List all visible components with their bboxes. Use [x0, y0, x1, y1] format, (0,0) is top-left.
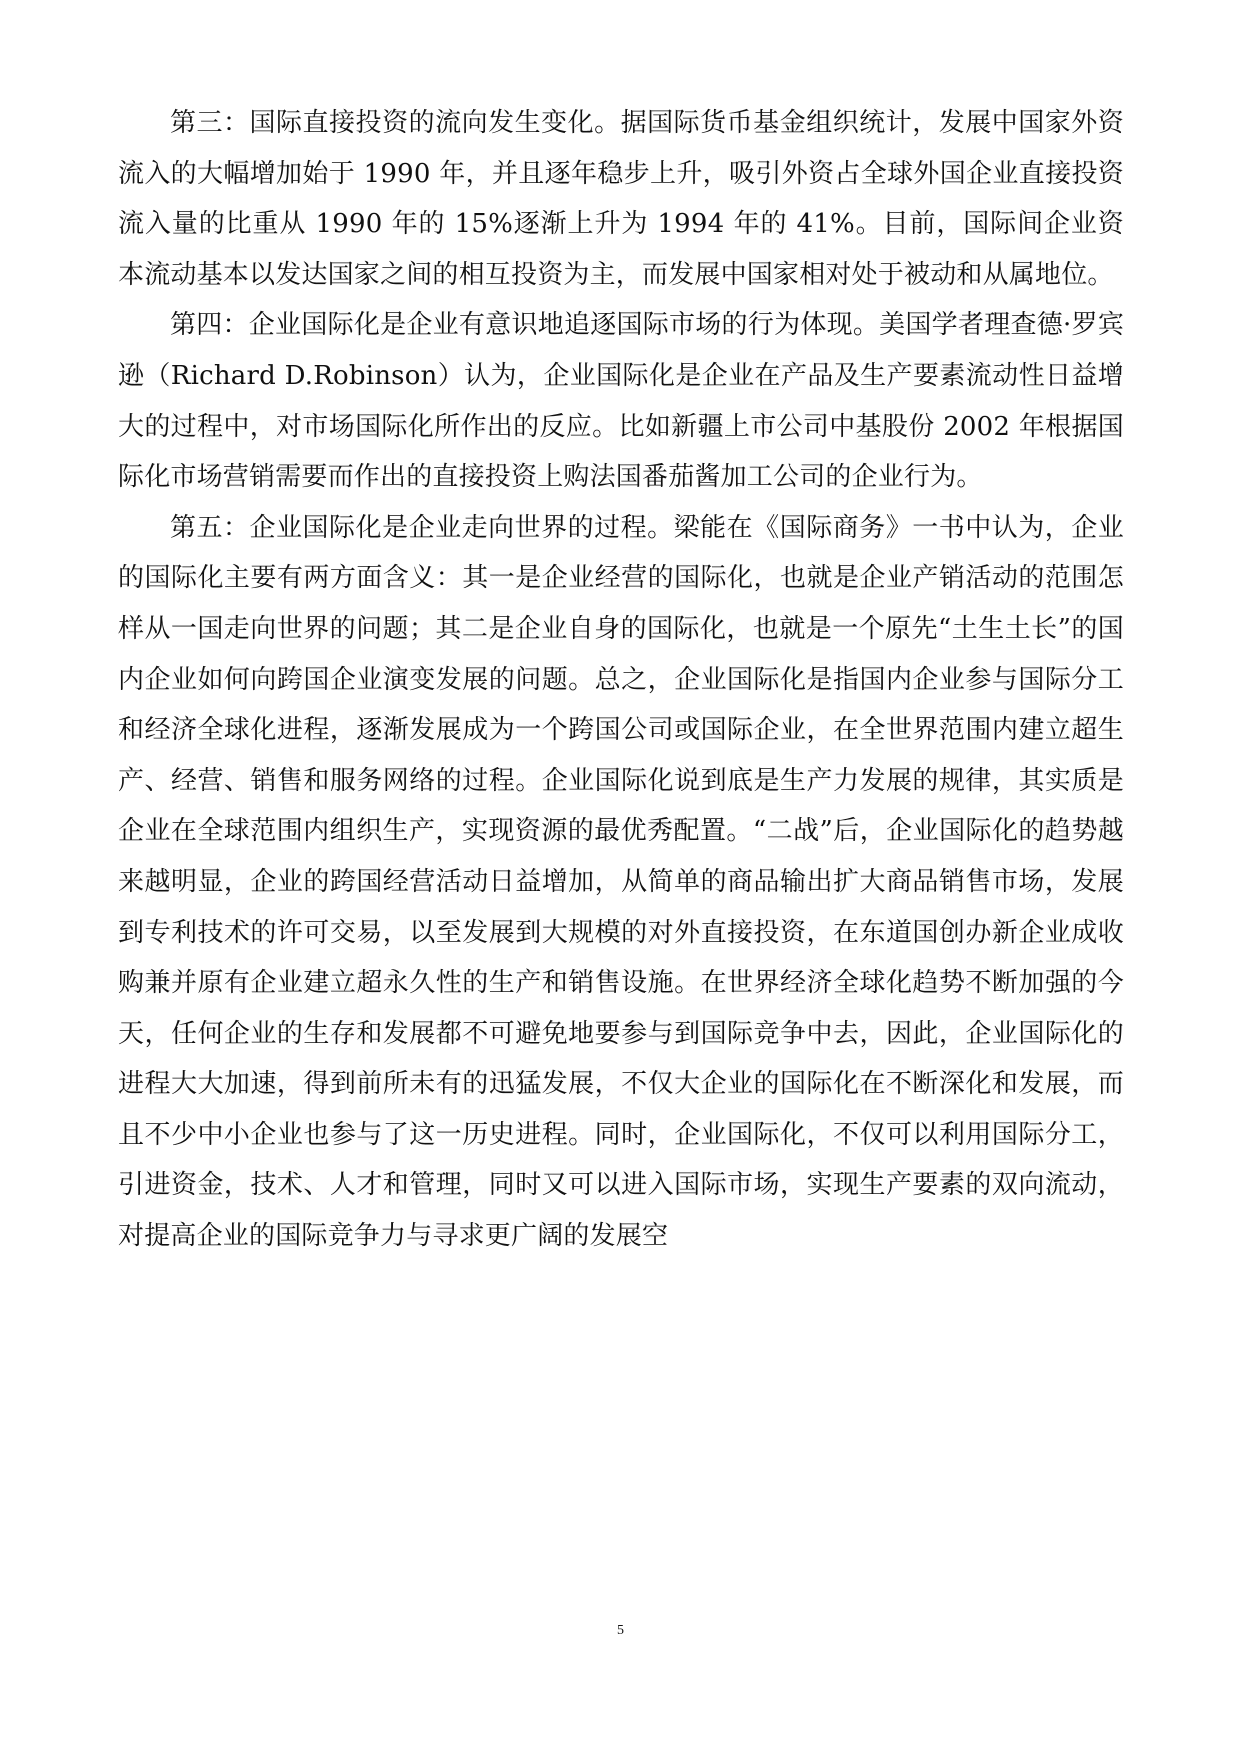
paragraph-fifth-point: 第五：企业国际化是企业走向世界的过程。梁能在《国际商务》一书中认为，企业的国际化主要有两方面含义：其一是企业经营的国际化，也就是企业产销活动的范围怎样从一国走向世界的问题；其二是企业自身的国际化，也就是一个原先“土生土长”的国内企业如何向跨国企业演变发展的问题。总之，企业国际化是指国内企业参与国际分工和经济全球化进程，逐渐发展成为一个跨国公司或国际企业，在全世界范围内建立超生产、经营、销售和服务网络的过程。企业国际化说到底是生产力发展的规律，其实质是企业在全球范围内组织生产，实现资源的最优秀配置。“二战”后，企业国际化的趋势越来越明显，企业的跨国经营活动日益增加，从简单的商品输出扩大商品销售市场，发展到专利技术的许可交易，以至发展到大规模的对外直接投资，在东道国创办新企业成收购兼并原有企业建立超永久性的生产和销售设施。在世界经济全球化趋势不断加强的今天，任何企业的生存和发展都不可避免地要参与到国际竞争中去，因此，企业国际化的进程大大加速，得到前所未有的迅猛发展，不仅大企业的国际化在不断深化和发展，而且不少中小企业也参与了这一历史进程。同时，企业国际化，不仅可以利用国际分工，引进资金，技术、人才和管理，同时又可以进入国际市场，实现生产要素的双向流动，对提高企业的国际竞争力与寻求更广阔的发展空: [118, 512, 1124, 1252]
body-text: [118, 98, 1124, 1262]
page-number: 5: [617, 1623, 624, 1638]
paragraph-fourth-point: 第四：企业国际化是企业有意识地追逐国际市场的行为体现。美国学者理查德·罗宾逊（Richard D.Robinson）认为，企业国际化是企业在产品及生产要素流动性日益增大的过程中，对市场国际化所作出的反应。比如新疆上市公司中基股份 2002 年根据国际化市场营销需要而作出的直接投资上购法国番茄酱加工公司的企业行为。: [118, 310, 1124, 493]
paragraph-third-point: 第三：国际直接投资的流向发生变化。据国际货币基金组织统计，发展中国家外资流入的大幅增加始于 1990 年，并且逐年稳步上升，吸引外资占全球外国企业直接投资流入量的比重从 1990 年的 15%逐渐上升为 1994 年的 41%。目前，国际间企业资本流动基本以发达国家之间的相互投资为主，而发展中国家相对处于被动和从属地位。: [118, 108, 1124, 290]
